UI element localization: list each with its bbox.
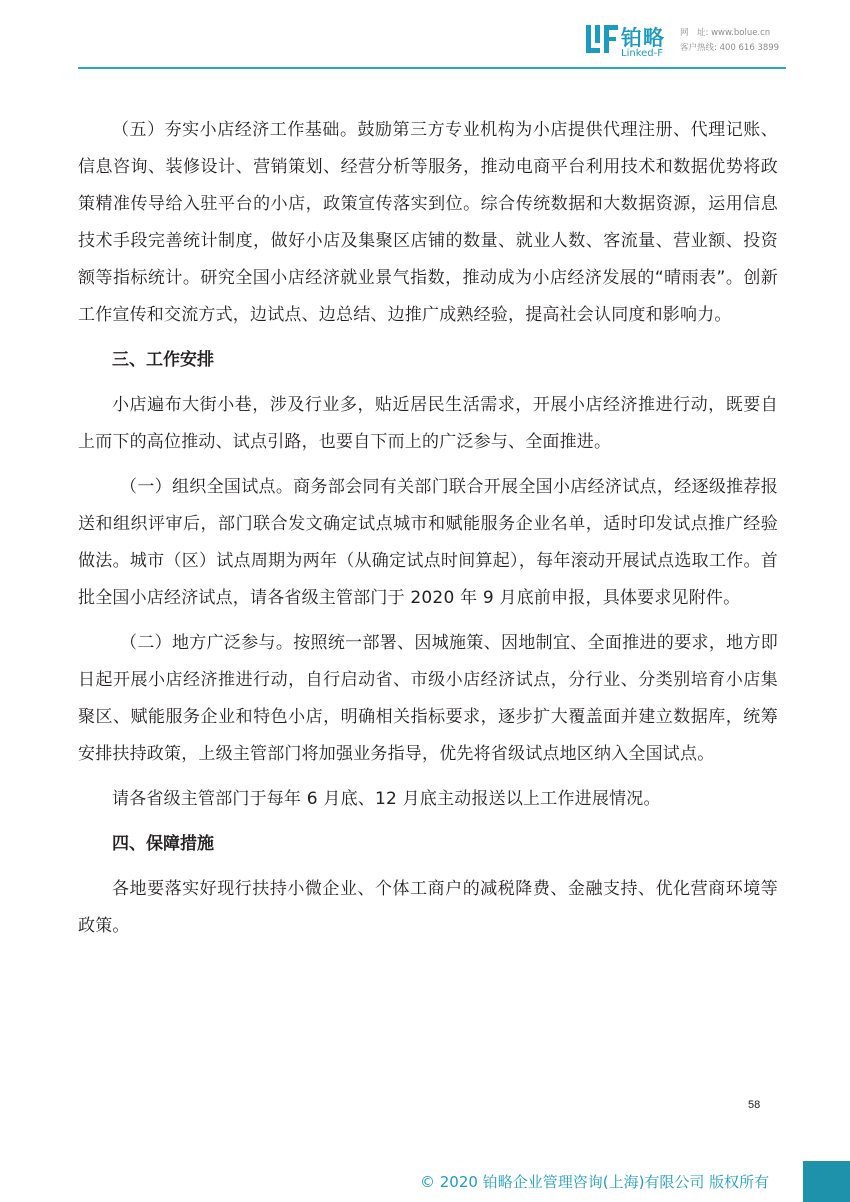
document-body: [78, 112, 778, 953]
logo-chinese-name: 铂略: [621, 26, 665, 50]
hotline-label: 客户热线:: [680, 43, 717, 53]
website-url: www.bolue.cn: [711, 28, 771, 38]
logo-english-name: Linked-F: [621, 48, 663, 59]
website-line: [680, 26, 790, 41]
header-divider: [78, 67, 786, 69]
paragraph-item-1: （一）组织全国试点。商务部会同有关部门联合开展全国小店经济试点，经逐级推荐报送和组织评审后，部门联合发文确定试点城市和赋能服务企业名单，适时印发试点推广经验做法。城市（区）试点周期为两年（从确定试点时间算起），每年滚动开展试点选取工作。首批全国小店经济试点，请各省级主管部门于 2020 年 9 月底前申报，具体要求见附件。: [78, 477, 778, 608]
paragraph-reporting: 请各省级主管部门于每年 6 月底、12 月底主动报送以上工作进展情况。: [112, 789, 661, 809]
website-label: 网 址:: [680, 28, 709, 38]
page-header: [0, 0, 850, 70]
paragraph-safeguards: 各地要落实好现行扶持小微企业、个体工商户的减税降费、金融支持、优化营商环境等政策。: [78, 879, 778, 936]
footer-copyright: © 2020 铂略企业管理咨询(上海)有限公司 版权所有: [420, 1173, 770, 1191]
section-heading-safeguards: 四、保障措施: [112, 834, 214, 854]
paragraph-item-5: （五）夯实小店经济工作基础。鼓励第三方专业机构为小店提供代理注册、代理记账、信息咨询、装修设计、营销策划、经营分析等服务，推动电商平台利用技术和数据优势将政策精准传导给入驻平台的小店，政策宣传落实到位。综合传统数据和大数据资源，运用信息技术手段完善统计制度，做好小店及集聚区店铺的数量、就业人数、客流量、营业额、投资额等指标统计。研究全国小店经济就业景气指数，推动成为小店经济发展的“晴雨表”。创新工作宣传和交流方式，边试点、边总结、边推广成熟经验，提高社会认同度和影响力。: [78, 120, 778, 325]
paragraph-item-2: （二）地方广泛参与。按照统一部署、因城施策、因地制宜、全面推进的要求，地方即日起开展小店经济推进行动，自行启动省、市级小店经济试点，分行业、分类别培育小店集聚区、赋能服务企业和特色小店，明确相关指标要求，逐步扩大覆盖面并建立数据库，统筹安排扶持政策，上级主管部门将加强业务指导，优先将省级试点地区纳入全国试点。: [78, 633, 778, 764]
bolue-logo-icon: [585, 22, 619, 56]
section-heading-work-arrangement: 三、工作安排: [112, 350, 214, 370]
paragraph-arrangement-intro: 小店遍布大街小巷，涉及行业多，贴近居民生活需求，开展小店经济推进行动，既要自上而下的高位推动、试点引路，也要自下而上的广泛参与、全面推进。: [78, 395, 778, 452]
page-number: 58: [748, 1099, 761, 1111]
hotline-number: 400 616 3899: [719, 43, 780, 53]
contact-info: [680, 26, 790, 56]
footer-accent-bar: [803, 1161, 850, 1202]
hotline-line: [680, 41, 790, 56]
